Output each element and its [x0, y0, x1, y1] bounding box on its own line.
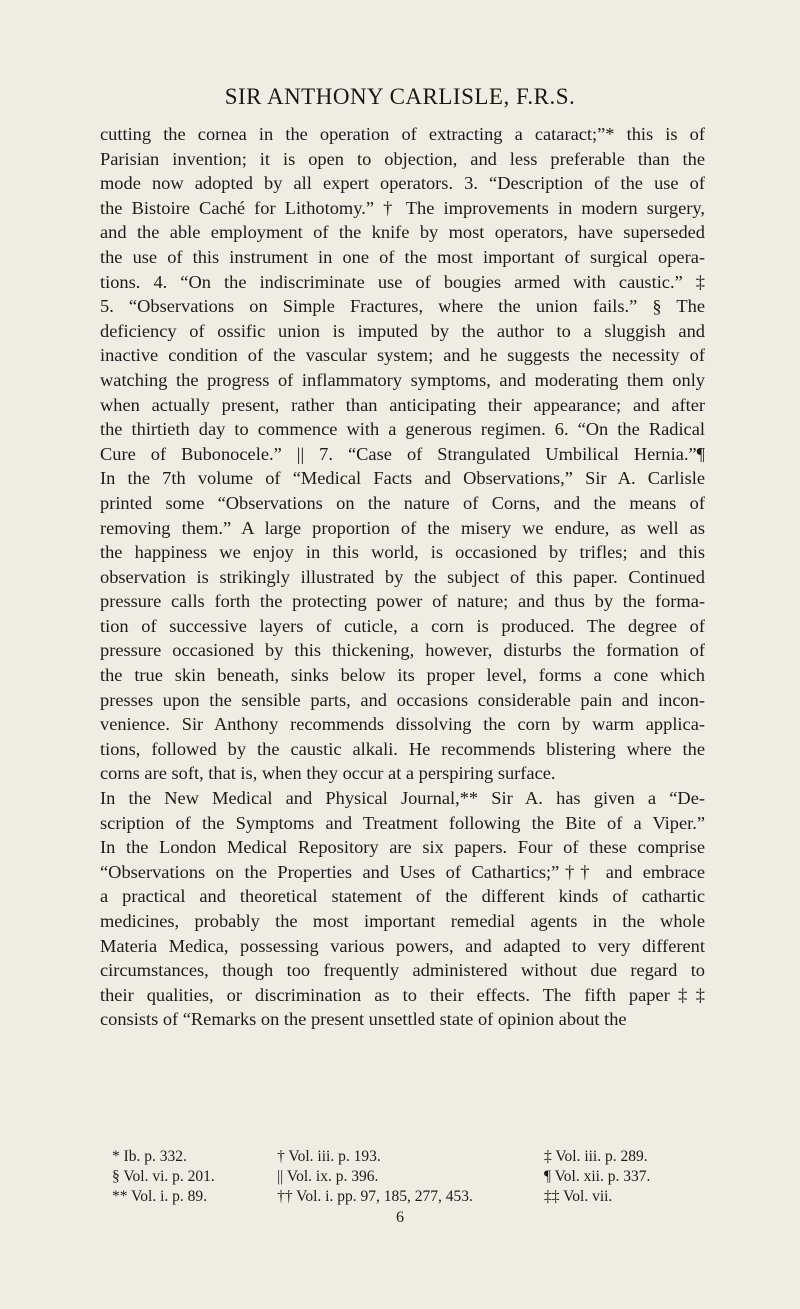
footnote: || Vol. ix. p. 396. [277, 1168, 379, 1185]
page-number: 6 [396, 1209, 404, 1226]
text-line: consists of “Remarks on the present unsettled state of opinion about the [100, 1009, 627, 1030]
text-line: Materia Medica, possessing various powers, and adapted to very different [100, 935, 705, 956]
footnote: ‡‡ Vol. vii. [543, 1188, 613, 1205]
footnote: †† Vol. i. pp. 97, 185, 277, 453. [277, 1188, 473, 1205]
footnote-row [112, 1187, 712, 1207]
text-line: tions, followed by the caustic alkali. He recommends blistering where the [100, 738, 705, 759]
text-line: In the 7th volume of “Medical Facts and Observations,” Sir A. Carlisle [100, 468, 705, 489]
text-line: cutting the cornea in the operation of extracting a cataract;”* this is of [100, 124, 705, 144]
text-line: Parisian invention; it is open to objection, and less preferable than the [100, 148, 705, 169]
text-line: the thirtieth day to commence with a generous regimen. 6. “On the Radical [100, 419, 705, 440]
text-line: the happiness we enjoy in this world, is occasioned by trifles; and this [100, 542, 705, 563]
text-line: scription of the Symptoms and Treatment following the Bite of a Viper.” [100, 812, 705, 833]
text-line: their qualities, or discrimination as to their effects. The fifth paper‡‡ [100, 984, 705, 1005]
text-line: mode now adopted by all expert operators. 3. “Description of the use of [100, 173, 705, 194]
text-line: inactive condition of the vascular system; and he suggests the necessity of [100, 345, 705, 366]
text-line: tions. 4. “On the indiscriminate use of bougies armed with caustic.” ‡ [100, 271, 705, 292]
text-line: tion of successive layers of cuticle, a corn is produced. The degree of [100, 615, 705, 636]
running-head: SIR ANTHONY CARLISLE, F.R.S. [224, 84, 576, 109]
text-line: presses upon the sensible parts, and occasions considerable pain and incon- [100, 689, 705, 710]
text-line: circumstances, though too frequently administered without due regard to [100, 960, 705, 981]
text-line: pressure calls forth the protecting power of nature; and thus by the forma- [100, 591, 705, 612]
text-line: and the able employment of the knife by most operators, have superseded [100, 222, 705, 243]
text-line: watching the progress of inflammatory symptoms, and moderating them only [100, 369, 705, 390]
text-line: pressure occasioned by this thickening, however, disturbs the formation of [100, 640, 705, 661]
text-line: In the New Medical and Physical Journal,** Sir A. has given a “De- [100, 788, 705, 809]
text-line: removing them.” A large proportion of the misery we endure, as well as [100, 517, 705, 538]
footnote: ‡ Vol. iii. p. 289. [543, 1148, 648, 1165]
text-line: observation is strikingly illustrated by the subject of this paper. Continued [100, 566, 705, 587]
footnotes [112, 1147, 712, 1207]
text-line: the true skin beneath, sinks below its proper level, forms a cone which [100, 665, 705, 686]
text-line: printed some “Observations on the nature of Corns, and the means of [100, 492, 705, 513]
text-line: when actually present, rather than anticipating their appearance; and after [100, 394, 705, 415]
footnote: ** Vol. i. p. 89. [112, 1188, 208, 1205]
text-line: deficiency of ossific union is imputed by the author to a sluggish and [100, 320, 705, 341]
footnote: * Ib. p. 332. [112, 1148, 187, 1165]
text-line: the use of this instrument in one of the most important of surgical opera- [100, 246, 705, 267]
text-line: corns are soft, that is, when they occur at a perspiring surface. [100, 763, 556, 784]
text-line: “Observations on the Properties and Uses of Cathartics;”†† and embrace [100, 861, 705, 882]
text-line: a practical and theoretical statement of the different kinds of cathartic [100, 886, 705, 907]
footnote-row [112, 1167, 712, 1187]
body-text [100, 122, 705, 1032]
text-line: medicines, probably the most important remedial agents in the whole [100, 911, 705, 931]
footnote: ¶ Vol. xii. p. 337. [543, 1168, 651, 1185]
text-line: venience. Sir Anthony recommends dissolving the corn by warm applica- [100, 714, 705, 735]
text-line: 5. “Observations on Simple Fractures, where the union fails.” § The [100, 296, 705, 317]
text-line: Cure of Bubonocele.” || 7. “Case of Strangulated Umbilical Hernia.”¶ [100, 443, 705, 464]
text-line: the Bistoire Caché for Lithotomy.” † The improvements in modern surgery, [100, 197, 705, 218]
footnote-row [112, 1147, 712, 1167]
footnote: § Vol. vi. p. 201. [112, 1168, 215, 1185]
footnote: † Vol. iii. p. 193. [277, 1148, 381, 1165]
text-line: In the London Medical Repository are six papers. Four of these comprise [100, 837, 705, 858]
